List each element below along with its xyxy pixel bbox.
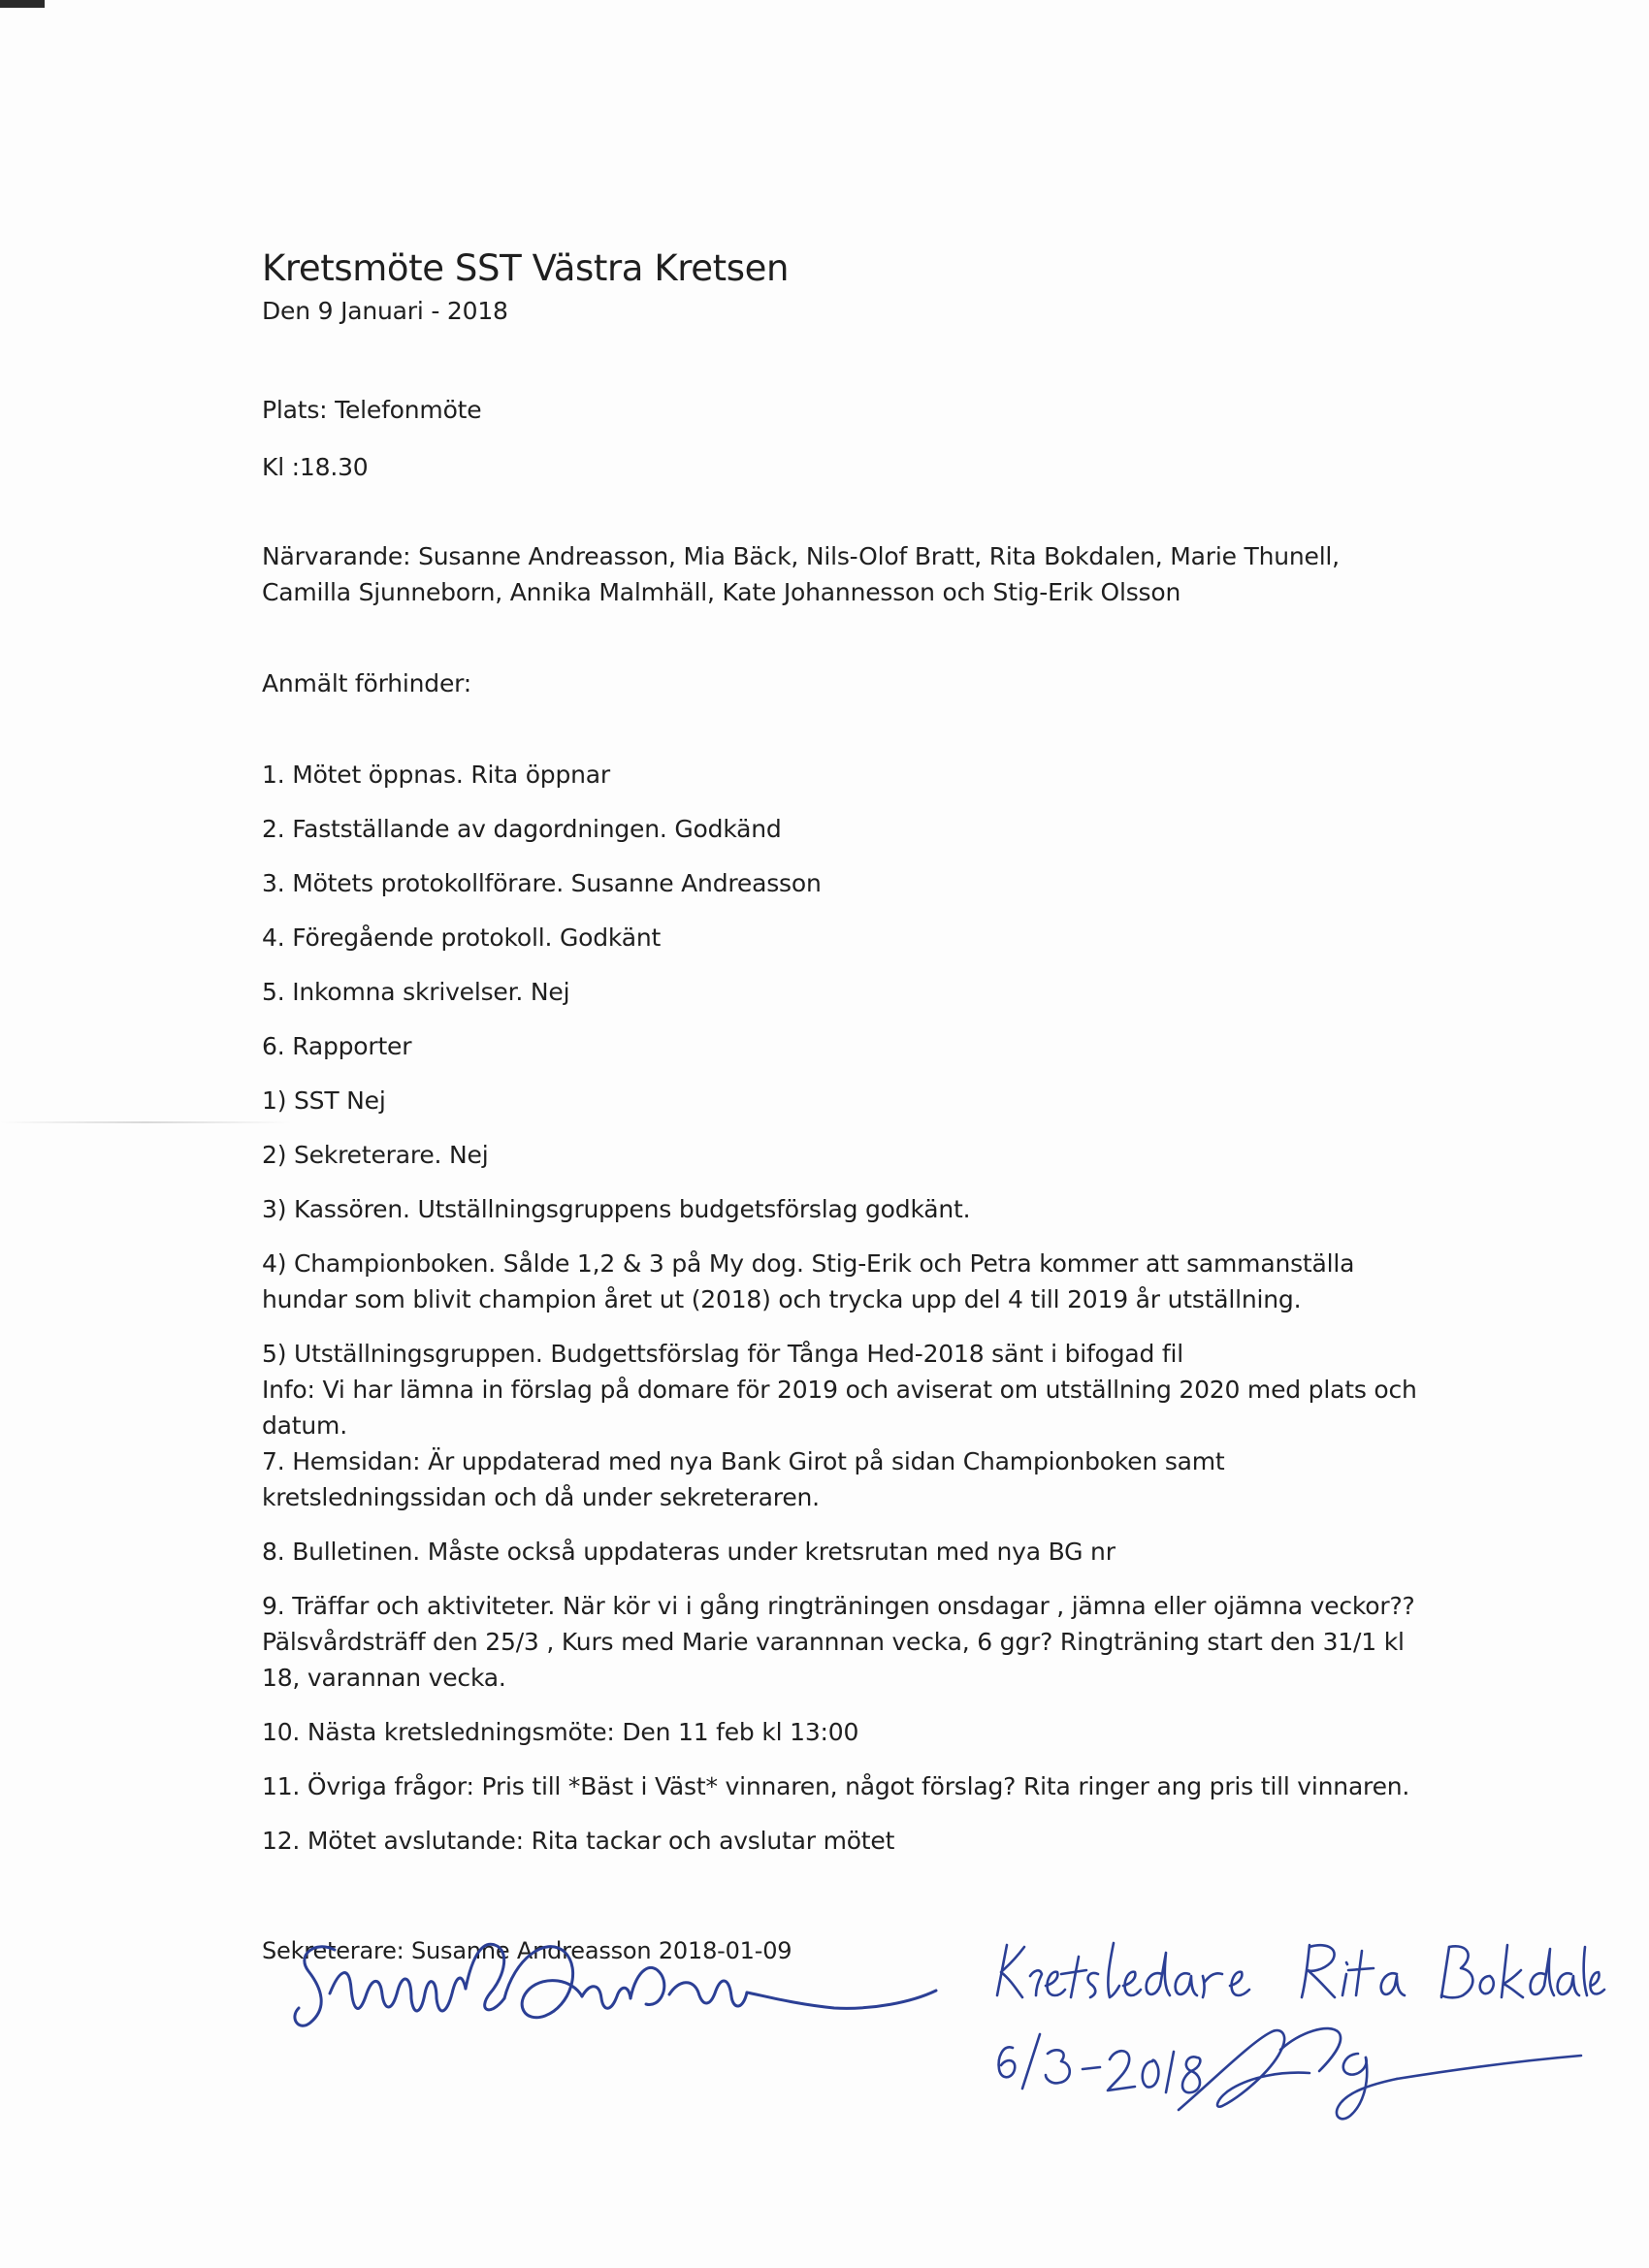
agenda-item: 2. Fastställande av dagordningen. Godkänd (262, 815, 782, 843)
agenda-item: kretsledningssidan och då under sekreteraren. (262, 1483, 820, 1511)
chairman-handwritten-note (989, 1926, 1610, 2134)
agenda-item: 3. Mötets protokollförare. Susanne Andreasson (262, 869, 822, 897)
scan-fold-line (0, 1121, 291, 1123)
agenda-item: hundar som blivit champion året ut (2018) och trycka upp del 4 till 2019 år utställning. (262, 1285, 1302, 1313)
meeting-date: Den 9 Januari - 2018 (262, 297, 508, 325)
agenda-item: 9. Träffar och aktiviteter. När kör vi i gång ringträningen onsdagar , jämna eller ojämna veckor?? (262, 1592, 1415, 1620)
agenda-item: 7. Hemsidan: Är uppdaterad med nya Bank Girot på sidan Championboken samt (262, 1447, 1225, 1475)
agenda-item: 12. Mötet avslutande: Rita tackar och avslutar mötet (262, 1827, 895, 1855)
agenda-item: 8. Bulletinen. Måste också uppdateras under kretsrutan med nya BG nr (262, 1538, 1116, 1566)
secretary-line: Sekreterare: Susanne Andreasson 2018-01-09 (262, 1937, 792, 1964)
agenda-item: 4. Föregående protokoll. Godkänt (262, 923, 662, 952)
agenda-item: 5) Utställningsgruppen. Budgettsförslag för Tånga Hed-2018 sänt i bifogad fil (262, 1340, 1184, 1368)
agenda-item: 6. Rapporter (262, 1032, 412, 1060)
agenda-item: 11. Övriga frågor: Pris till *Bäst i Väst* vinnaren, något förslag? Rita ringer ang pris till vinnaren. (262, 1772, 1410, 1800)
secretary-signature (291, 1901, 951, 2047)
meeting-place: Plats: Telefonmöte (262, 396, 482, 424)
agenda-item: 5. Inkomna skrivelser. Nej (262, 978, 570, 1006)
agenda-item: 1) SST Nej (262, 1086, 386, 1115)
agenda-item: 2) Sekreterare. Nej (262, 1141, 489, 1169)
agenda-item: 10. Nästa kretsledningsmöte: Den 11 feb kl 13:00 (262, 1718, 859, 1746)
agenda-item: 3) Kassören. Utställningsgruppens budgetsförslag godkänt. (262, 1195, 971, 1223)
meeting-time: Kl :18.30 (262, 453, 369, 481)
attendees-line-2: Camilla Sjunneborn, Annika Malmhäll, Kate Johannesson och Stig-Erik Olsson (262, 578, 1181, 606)
agenda-item: datum. (262, 1411, 347, 1440)
agenda-item: 4) Championboken. Sålde 1,2 & 3 på My dog. Stig-Erik och Petra kommer att sammanställa (262, 1249, 1355, 1278)
document-title: Kretsmöte SST Västra Kretsen (262, 247, 790, 289)
scan-corner-mark (0, 0, 45, 8)
attendees-line-1: Närvarande: Susanne Andreasson, Mia Bäck, Nils-Olof Bratt, Rita Bokdalen, Marie Thunell, (262, 542, 1340, 570)
agenda-item: 18, varannan vecka. (262, 1664, 506, 1692)
agenda-item: 1. Mötet öppnas. Rita öppnar (262, 761, 610, 789)
absent-label: Anmält förhinder: (262, 669, 471, 697)
agenda-item: Pälsvårdsträff den 25/3 , Kurs med Marie varannnan vecka, 6 ggr? Ringträning start den 31/1 kl (262, 1628, 1405, 1656)
agenda-item: Info: Vi har lämna in förslag på domare för 2019 och aviserat om utställning 2020 med plats och (262, 1376, 1417, 1404)
